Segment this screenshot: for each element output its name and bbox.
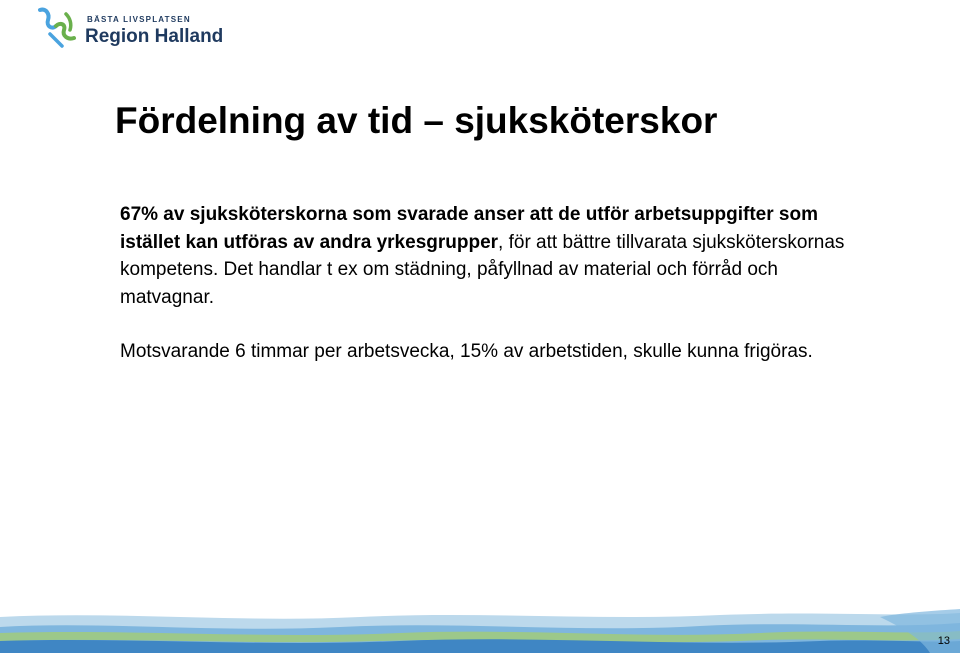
page-number: 13 <box>937 635 950 647</box>
region-halland-logo-icon <box>36 4 80 48</box>
region-halland-logo <box>36 4 246 50</box>
paragraph-1 <box>120 201 860 311</box>
slide-title: Fördelning av tid – sjuksköterskor <box>115 100 718 141</box>
footer-wave-decoration <box>0 593 960 653</box>
slide-body <box>120 201 860 366</box>
logo-tagline: BÄSTA LIVSPLATSEN <box>87 15 191 24</box>
paragraph-1-bold: 67% av sjuksköterskorna som svarade anser att de utför arbetsuppgifter som istället kan utföras av andra yrkesgrupper <box>120 204 818 253</box>
paragraph-1-rest: , för att bättre tillvarata sjuksköterskornas kompetens. Det handlar t ex om städning, påfyllnad av material och förråd och matvagnar. <box>120 231 845 308</box>
paragraph-2: Motsvarande 6 timmar per arbetsvecka, 15% av arbetstiden, skulle kunna frigöras. <box>120 341 813 362</box>
logo-name: Region Halland <box>85 26 224 47</box>
